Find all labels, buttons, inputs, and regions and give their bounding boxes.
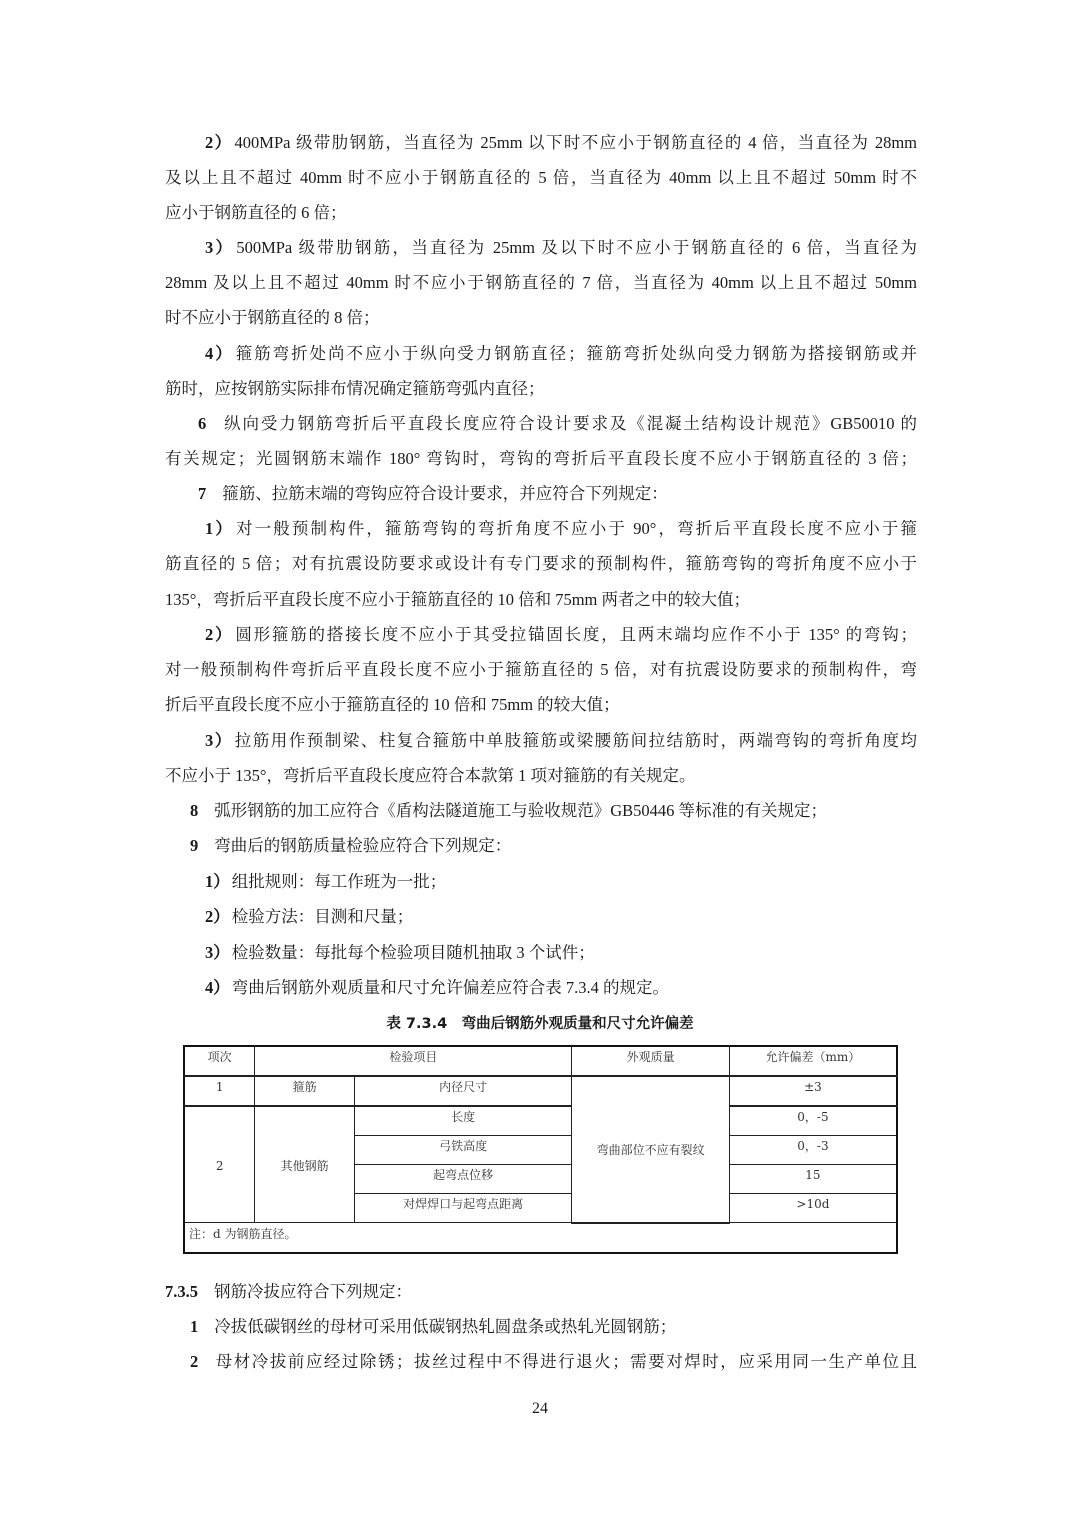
section-7-3-5-heading: 7.3.5 钢筋冷拔应符合下列规定： (165, 1282, 412, 1301)
row-item: 内径尺寸 (355, 1076, 572, 1106)
appearance-cell: 弯曲部位不应有裂纹 (572, 1076, 730, 1223)
clause-7-item1-line2: 筋直径的 5 倍；对有抗震设防要求或设计有专门要求的预制构件，箍筋弯钩的弯折角度不应小于 (165, 554, 917, 573)
row-category: 其他钢筋 (255, 1106, 355, 1223)
table-row (184, 1106, 897, 1136)
row-tolerance: 0，-5 (729, 1106, 897, 1136)
clause-9: 9 弯曲后的钢筋质量检验应符合下列规定： (190, 836, 512, 855)
para-500mpa-line3: 时不应小于钢筋直径的 8 倍； (165, 308, 380, 327)
row-category: 箍筋 (255, 1076, 355, 1106)
clause-7-item3-line2: 不应小于 135°，弯折后平直段长度应符合本款第 1 项对箍筋的有关规定。 (165, 766, 696, 785)
header-appearance: 外观质量 (572, 1046, 730, 1076)
clause-9-item3: 3） 检验数量：每批每个检验项目随机抽取 3 个试件； (205, 943, 595, 962)
table-caption: 表 7.3.4 弯曲后钢筋外观质量和尺寸允许偏差 (386, 1016, 694, 1032)
clause-7-item2-line2: 对一般预制构件弯折后平直段长度不应小于箍筋直径的 5 倍，对有抗震设防要求的预制构件，弯 (165, 660, 917, 679)
section-7-3-5-item1: 1 冷拔低碳钢丝的母材可采用低碳钢热轧圆盘条或热轧光圆钢筋； (190, 1317, 677, 1336)
para-stirrup-line1: 4） 箍筋弯折处尚不应小于纵向受力钢筋直径；箍筋弯折处纵向受力钢筋为搭接钢筋或并 (205, 344, 918, 363)
table-row (184, 1076, 897, 1106)
table-header-row (184, 1046, 897, 1076)
row-tolerance: >10d (729, 1194, 897, 1223)
para-500mpa-line1: 3） 500MPa 级带肋钢筋，当直径为 25mm 及以下时不应小于钢筋直径的 6 倍，当直径为 (205, 238, 917, 257)
row-index: 1 (184, 1076, 255, 1106)
clause-9-item2: 2） 检验方法：目测和尺量； (205, 907, 414, 926)
clause-7: 7 箍筋、拉筋末端的弯钩应符合设计要求，并应符合下列规定： (198, 484, 668, 503)
para-400mpa-line1: 2） 400MPa 级带肋钢筋，当直径为 25mm 以下时不应小于钢筋直径的 4 倍，当直径为 28mm (205, 133, 917, 152)
para-400mpa-line2: 及以上且不超过 40mm 时不应小于钢筋直径的 5 倍，当直径为 40mm 以上且不超过 50mm 时不 (165, 168, 917, 187)
clause-8: 8 弧形钢筋的加工应符合《盾构法隧道施工与验收规范》GB50446 等标准的有关规定； (190, 801, 828, 820)
clause-6-line1: 6 纵向受力钢筋弯折后平直段长度应符合设计要求及《混凝土结构设计规范》GB50010 的 (198, 414, 917, 433)
table-note: 注：d 为钢筋直径。 (184, 1223, 897, 1253)
clause-7-item2-line3: 折后平直段长度不应小于箍筋直径的 10 倍和 75mm 的较大值； (165, 695, 620, 714)
para-500mpa-line2: 28mm 及以上且不超过 40mm 时不应小于钢筋直径的 7 倍，当直径为 40mm 以上且不超过 50mm (165, 273, 917, 292)
page-number: 24 (532, 1400, 548, 1417)
clause-6-line2: 有关规定；光圆钢筋末端作 180° 弯钩时，弯钩的弯折后平直段长度不应小于钢筋直径的 3 倍； (165, 449, 917, 468)
clause-7-item1-line3: 135°，弯折后平直段长度不应小于箍筋直径的 10 倍和 75mm 两者之中的较大值； (165, 590, 751, 609)
header-tolerance: 允许偏差（mm） (729, 1046, 897, 1076)
clause-9-item1: 1） 组批规则：每工作班为一批； (205, 872, 447, 891)
section-7-3-5-item2: 2 母材冷拔前应经过除锈；拔丝过程中不得进行退火；需要对焊时，应采用同一生产单位且 (190, 1352, 917, 1371)
clause-7-item2-line1: 2） 圆形箍筋的搭接长度不应小于其受拉锚固长度，且两末端均应作不小于 135° 的弯钩； (205, 625, 917, 644)
table-note-row (184, 1223, 897, 1253)
row-item: 对焊焊口与起弯点距离 (355, 1194, 572, 1223)
row-tolerance: ±3 (729, 1076, 897, 1106)
row-item: 长度 (355, 1106, 572, 1136)
para-stirrup-line2: 筋时，应按钢筋实际排布情况确定箍筋弯弧内直径； (165, 379, 545, 398)
clause-7-item1-line1: 1） 对一般预制构件，箍筋弯钩的弯折角度不应小于 90°，弯折后平直段长度不应小于箍 (205, 519, 918, 538)
row-item: 起弯点位移 (355, 1165, 572, 1194)
clause-7-item3-line1: 3） 拉筋用作预制梁、柱复合箍筋中单肢箍筋或梁腰筋间拉结筋时，两端弯钩的弯折角度均 (205, 731, 918, 750)
row-item: 弓铁高度 (355, 1136, 572, 1165)
row-tolerance: 15 (729, 1165, 897, 1194)
tolerance-table (183, 1045, 898, 1254)
header-index: 项次 (184, 1046, 255, 1076)
para-400mpa-line3: 应小于钢筋直径的 6 倍； (165, 203, 347, 222)
clause-9-item4: 4） 弯曲后钢筋外观质量和尺寸允许偏差应符合表 7.3.4 的规定。 (205, 978, 669, 997)
header-inspection-item: 检验项目 (255, 1046, 572, 1076)
row-index: 2 (184, 1106, 255, 1223)
row-tolerance: 0，-3 (729, 1136, 897, 1165)
